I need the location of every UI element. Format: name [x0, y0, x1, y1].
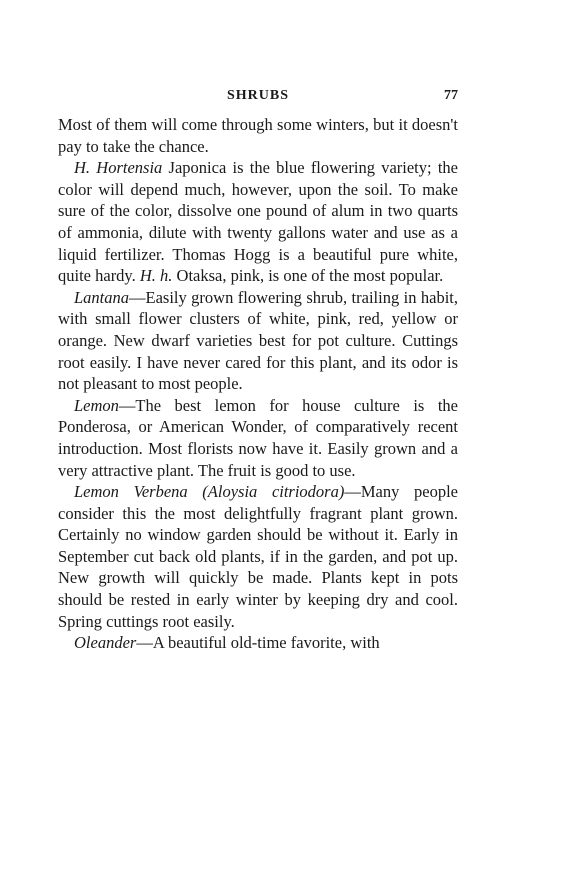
paragraph-text: —A beautiful old-time favorite, with [136, 633, 380, 653]
paragraph-lemon-verbena [58, 481, 458, 632]
entry-term: H. Hortensia [74, 158, 163, 178]
paragraph-intro [58, 114, 458, 157]
entry-term: Lemon Verbena (Aloysia citriodora) [74, 482, 345, 502]
entry-term: Lantana [74, 287, 130, 307]
entry-term-secondary: H. h. [139, 266, 173, 286]
paragraph-text: —Easily grown flowering shrub, trailing in habit, with small flower clusters of white, pink, red, yellow or orange. New dwarf varieties best for pot culture. Cuttings root easily. I have never cared for this plant, and its odor is not pleasant to most people. [58, 287, 458, 394]
page-body [58, 114, 458, 654]
running-head [58, 86, 458, 110]
paragraph-hortensia [58, 157, 458, 287]
paragraph-text: —Many people consider this the most delightfully fragrant plant grown. Certainly no window garden should be without it. Early in September cut back old plants, if in the garden, and pot up. New growth will quickly be made. Plants kept in pots should be rested in early winter by keeping dry and cool. Spring cuttings root easily. [58, 482, 458, 631]
entry-term: Oleander [74, 633, 137, 653]
paragraph-text-secondary: Otaksa, pink, is one of the most popular. [172, 266, 444, 286]
page-number: 77 [444, 88, 458, 103]
running-title: SHRUBS [226, 88, 290, 103]
paragraph-text: Japonica is the blue flowering variety; the color will depend much, however, upon the soil. To make sure of the color, dissolve one pound of alum in two quarts of ammonia, dilute with twenty gallons water and use as a liquid fertilizer. Thomas Hogg is a beautiful pure white, quite hardy. [58, 158, 459, 286]
paragraph-oleander [58, 632, 458, 654]
paragraph-text: —The best lemon for house culture is the Ponderosa, or American Wonder, of comparatively recent introduction. Most florists now have it. Easily grown and a very attractive plant. The fruit is good to use. [58, 395, 458, 480]
paragraph-lantana [58, 287, 458, 395]
entry-term: Lemon [74, 395, 119, 415]
paragraph-text: Most of them will come through some winters, but it doesn't pay to take the chance. [58, 115, 458, 156]
paragraph-lemon [58, 395, 458, 481]
